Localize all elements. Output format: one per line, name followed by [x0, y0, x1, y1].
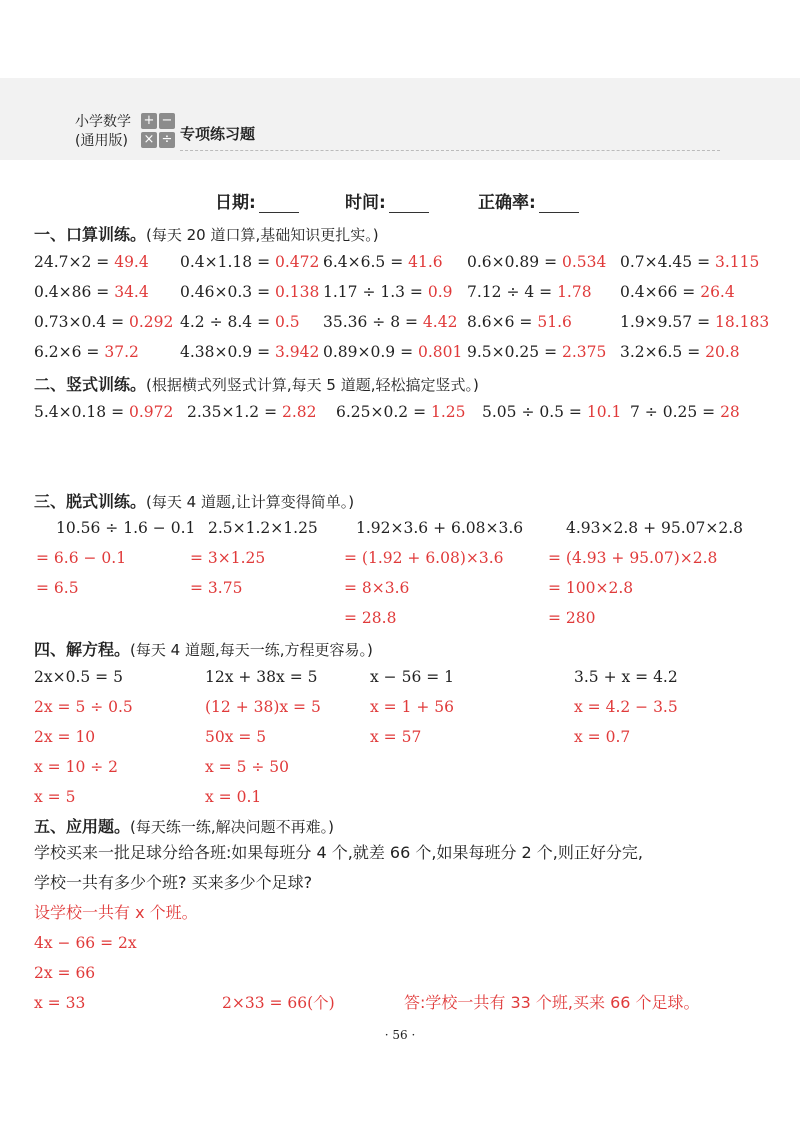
stepwise-step: = (1.92 + 6.08)×3.6	[344, 549, 504, 567]
mental-item	[323, 282, 453, 302]
answer: 0.972	[129, 403, 174, 421]
mental-item	[34, 342, 139, 362]
answer: 2.82	[282, 403, 317, 421]
equation-question: x − 56 = 1	[370, 668, 455, 686]
stepwise-question: 2.5×1.2×1.25	[208, 519, 318, 537]
answer: 28	[720, 403, 740, 421]
mental-item	[180, 282, 319, 302]
question: 7.12 ÷ 4 =	[467, 283, 558, 301]
answer: 1.25	[431, 403, 466, 421]
stepwise-step: = 6.5	[36, 579, 79, 597]
mental-item	[467, 282, 592, 302]
equation-step: (12 + 38)x = 5	[205, 698, 321, 716]
vertical-item	[336, 402, 466, 422]
question: 8.6×6 =	[467, 313, 538, 331]
solution-answer: 答:学校一共有 33 个班,买来 66 个足球。	[404, 993, 700, 1012]
question: 6.4×6.5 =	[323, 253, 409, 271]
question: 1.9×9.57 =	[620, 313, 715, 331]
mental-item	[323, 252, 443, 272]
answer: 41.6	[408, 253, 443, 271]
answer: 3.115	[715, 253, 760, 271]
answer: 0.534	[562, 253, 607, 271]
accuracy-label: 正确率:	[478, 193, 536, 213]
time-field	[345, 188, 429, 213]
answer: 0.9	[427, 283, 453, 301]
question: 3.2×6.5 =	[620, 343, 706, 361]
answer: 0.5	[274, 313, 300, 331]
equation-step: 2x = 10	[34, 728, 96, 746]
times-icon: ×	[141, 132, 157, 148]
equation-step: x = 1 + 56	[370, 698, 455, 716]
solution-line4: x = 33	[34, 994, 86, 1012]
question: 7 ÷ 0.25 =	[630, 403, 721, 421]
minus-icon: −	[159, 113, 175, 129]
answer: 26.4	[700, 283, 735, 301]
solution-line1: 设学校一共有 x 个班。	[34, 903, 198, 922]
stepwise-question: 4.93×2.8 + 95.07×2.8	[566, 519, 744, 537]
equation-step: x = 0.1	[205, 788, 262, 806]
mental-item	[180, 252, 319, 272]
mental-item	[323, 342, 462, 362]
plus-icon: +	[141, 113, 157, 129]
divide-icon: ÷	[159, 132, 175, 148]
mental-item	[620, 282, 735, 302]
equation-step: x = 5 ÷ 50	[205, 758, 290, 776]
answer: 0.472	[275, 253, 320, 271]
mental-item	[323, 312, 457, 332]
mental-item	[467, 252, 606, 272]
stepwise-step: = 6.6 − 0.1	[36, 549, 127, 567]
header-divider	[180, 150, 720, 151]
brand-line1: 小学数学	[75, 114, 131, 130]
mental-item	[34, 282, 149, 302]
solution-line3: 2x = 66	[34, 964, 96, 982]
solution-line2: 4x − 66 = 2x	[34, 934, 137, 952]
equation-step: x = 57	[370, 728, 422, 746]
question: 35.36 ÷ 8 =	[323, 313, 423, 331]
answer: 2.375	[562, 343, 607, 361]
stepwise-step: = 3×1.25	[190, 549, 266, 567]
question: 0.4×1.18 =	[180, 253, 275, 271]
answer: 37.2	[104, 343, 139, 361]
stepwise-step: = 100×2.8	[548, 579, 634, 597]
date-field	[215, 188, 299, 213]
stepwise-question: 1.92×3.6 + 6.08×3.6	[356, 519, 524, 537]
mental-item	[467, 312, 572, 332]
answer: 1.78	[557, 283, 592, 301]
equation-question: 3.5 + x = 4.2	[574, 668, 678, 686]
question: 0.7×4.45 =	[620, 253, 715, 271]
book-title: 专项练习题	[180, 125, 256, 143]
vertical-item	[187, 402, 317, 422]
page-number: · 56 ·	[384, 1028, 416, 1042]
answer: 0.292	[129, 313, 174, 331]
question: 0.89×0.9 =	[323, 343, 418, 361]
stepwise-step: = 28.8	[344, 609, 397, 627]
section-2-title: 二、竖式训练。(根据横式列竖式计算,每天 5 道题,轻松搞定竖式。)	[34, 375, 479, 394]
equation-step: x = 5	[34, 788, 76, 806]
answer: 18.183	[715, 313, 770, 331]
stepwise-step: = 8×3.6	[344, 579, 410, 597]
question: 4.2 ÷ 8.4 =	[180, 313, 275, 331]
question: 0.46×0.3 =	[180, 283, 275, 301]
answer: 10.1	[586, 403, 622, 421]
date-label: 日期:	[215, 193, 256, 213]
question: 1.17 ÷ 1.3 =	[323, 283, 428, 301]
time-label: 时间:	[345, 193, 386, 213]
mental-item	[180, 312, 300, 332]
question: 4.38×0.9 =	[180, 343, 275, 361]
answer: 4.42	[422, 313, 458, 331]
vertical-item	[482, 402, 621, 422]
equation-step: 50x = 5	[205, 728, 267, 746]
accuracy-field	[478, 188, 579, 213]
equation-step: x = 10 ÷ 2	[34, 758, 119, 776]
answer: 3.942	[275, 343, 320, 361]
mental-item	[620, 312, 769, 332]
accuracy-blank[interactable]	[539, 196, 579, 213]
section-4-title: 四、解方程。(每天 4 道题,每天一练,方程更容易。)	[34, 640, 373, 659]
question: 6.2×6 =	[34, 343, 105, 361]
stepwise-step: = 3.75	[190, 579, 243, 597]
mental-item	[34, 312, 173, 332]
section-3-title: 三、脱式训练。(每天 4 道题,让计算变得简单。)	[34, 492, 355, 511]
answer: 34.4	[114, 283, 149, 301]
brand-block	[75, 113, 131, 151]
answer: 20.8	[705, 343, 740, 361]
stepwise-step: = (4.93 + 95.07)×2.8	[548, 549, 718, 567]
section-1-title: 一、口算训练。(每天 20 道口算,基础知识更扎实。)	[34, 225, 379, 244]
solution-calc: 2×33 = 66(个)	[222, 994, 335, 1012]
word-problem-line2: 学校一共有多少个班? 买来多少个足球?	[34, 873, 313, 892]
brand-line2: (通用版)	[75, 133, 128, 149]
mental-item	[620, 252, 759, 272]
question: 0.73×0.4 =	[34, 313, 129, 331]
question: 0.4×86 =	[34, 283, 115, 301]
mental-item	[180, 342, 319, 362]
answer: 49.4	[114, 253, 149, 271]
question: 9.5×0.25 =	[467, 343, 562, 361]
answer: 0.138	[275, 283, 320, 301]
time-blank[interactable]	[389, 196, 429, 213]
question: 5.05 ÷ 0.5 =	[482, 403, 587, 421]
stepwise-question: 10.56 ÷ 1.6 − 0.1	[56, 519, 196, 537]
operator-icons	[141, 113, 175, 149]
equation-step: 2x = 5 ÷ 0.5	[34, 698, 133, 716]
equation-step: x = 4.2 − 3.5	[574, 698, 678, 716]
question: 6.25×0.2 =	[336, 403, 431, 421]
equation-question: 12x + 38x = 5	[205, 668, 318, 686]
mental-item	[620, 342, 740, 362]
question: 5.4×0.18 =	[34, 403, 129, 421]
question: 2.35×1.2 =	[187, 403, 282, 421]
question: 0.6×0.89 =	[467, 253, 562, 271]
mental-item	[467, 342, 606, 362]
answer: 0.801	[418, 343, 463, 361]
question: 24.7×2 =	[34, 253, 115, 271]
section-5-title: 五、应用题。(每天练一练,解决问题不再难。)	[34, 817, 334, 836]
question: 0.4×66 =	[620, 283, 701, 301]
word-problem-line1: 学校买来一批足球分给各班:如果每班分 4 个,就差 66 个,如果每班分 2 个,则正好分完,	[34, 843, 643, 862]
equation-question: 2x×0.5 = 5	[34, 668, 123, 686]
answer: 51.6	[537, 313, 572, 331]
stepwise-step: = 280	[548, 609, 596, 627]
vertical-item	[630, 402, 740, 422]
date-blank[interactable]	[259, 196, 299, 213]
mental-item	[34, 252, 149, 272]
vertical-item	[34, 402, 173, 422]
equation-step: x = 0.7	[574, 728, 631, 746]
